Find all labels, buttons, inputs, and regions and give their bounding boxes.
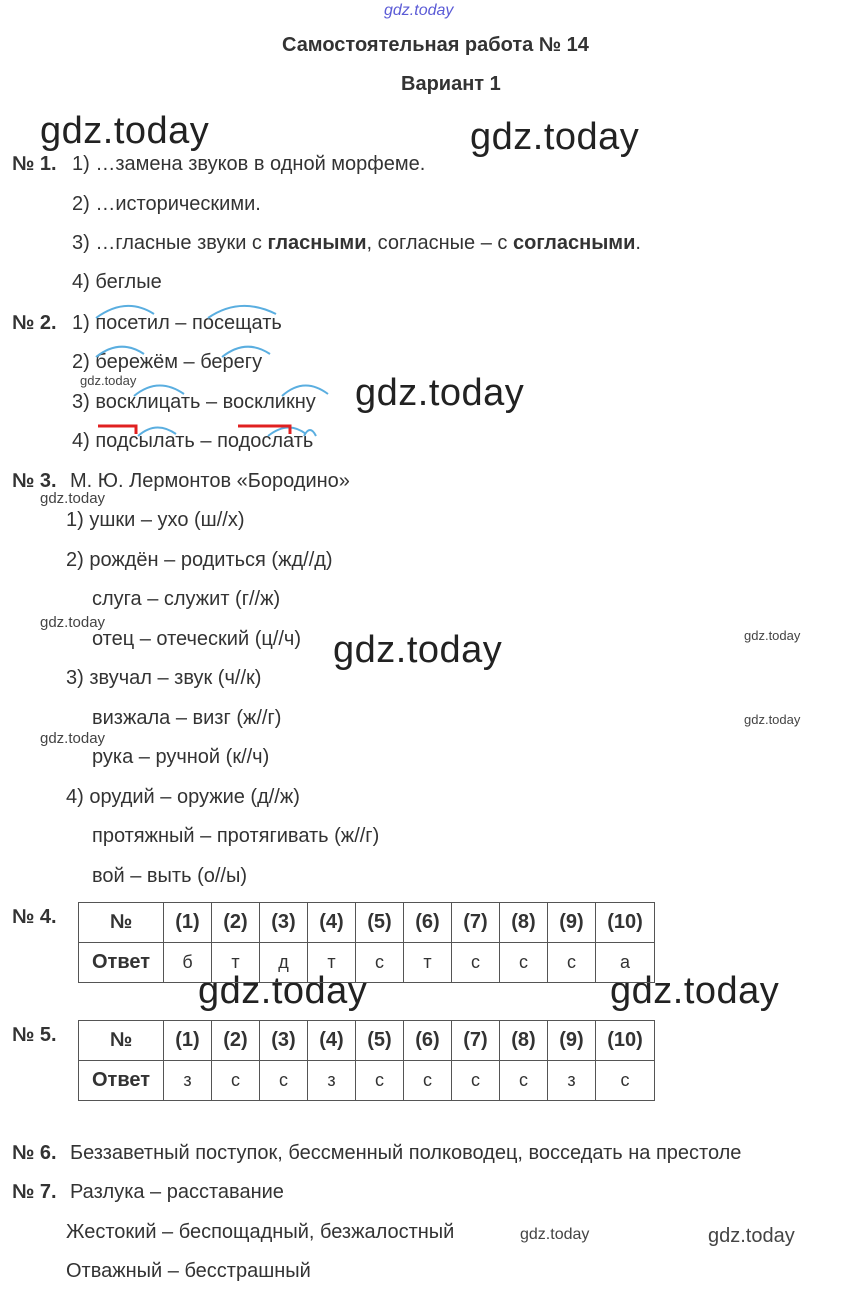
task2-item: 4) подсылать – подослать <box>72 430 314 452</box>
task3-item: 3) звучал – звук (ч//к) <box>66 667 262 689</box>
task2-item: 3) восклицать – воскликну <box>72 391 316 413</box>
table-header-cell: (3) <box>260 1021 308 1061</box>
table-answer-cell: с <box>500 943 548 983</box>
task3-item: 4) орудий – оружие (д//ж) <box>66 786 300 808</box>
task-number: № 5. <box>12 1024 57 1046</box>
watermark: gdz.today <box>744 628 801 643</box>
task3-item: отец – отеческий (ц//ч) <box>92 628 302 650</box>
task7-item: Разлука – расставание <box>70 1181 284 1203</box>
table-answer-cell: с <box>212 1061 260 1101</box>
table-header-cell: (7) <box>452 903 500 943</box>
answer-table-5 <box>78 1020 655 1101</box>
table-answer-label: Ответ <box>79 1061 164 1101</box>
table-answer-cell: с <box>452 1061 500 1101</box>
task2-item: 2) бережём – берегу <box>72 351 263 373</box>
table-header-label: № <box>79 1021 164 1061</box>
watermark: gdz.today <box>610 970 780 1012</box>
task3-item: протяжный – протягивать (ж//г) <box>92 825 380 847</box>
task1-item: 2) …историческими. <box>72 193 261 215</box>
task7-item: Жестокий – беспощадный, безжалостный <box>66 1221 455 1243</box>
table-header-cell: (9) <box>548 1021 596 1061</box>
task-number: № 4. <box>12 906 57 928</box>
task7-item: Отважный – бесстрашный <box>66 1260 311 1282</box>
table-answer-cell: с <box>452 943 500 983</box>
watermark: gdz.today <box>470 116 640 158</box>
task3-head: М. Ю. Лермонтов «Бородино» <box>70 470 350 492</box>
table-header-cell: (1) <box>164 903 212 943</box>
table-answer-cell: а <box>596 943 655 983</box>
variant-title: Вариант 1 <box>401 73 501 95</box>
task-number: № 6. <box>12 1142 57 1164</box>
table-answer-cell: т <box>212 943 260 983</box>
task1-bold-vowels: гласными <box>267 232 367 254</box>
task3-item: 2) рождён – родиться (жд//д) <box>66 549 333 571</box>
watermark: gdz.today <box>708 1225 795 1247</box>
task1-item: 1) …замена звуков в одной морфеме. <box>72 153 426 175</box>
table-answer-cell: б <box>164 943 212 983</box>
table-answer-cell: д <box>260 943 308 983</box>
task3-item: 1) ушки – ухо (ш//х) <box>66 509 245 531</box>
table-answer-cell: с <box>500 1061 548 1101</box>
task2-item: 1) посетил – посещать <box>72 312 282 334</box>
task3-item: вой – выть (о//ы) <box>92 865 247 887</box>
task1-item3-end: . <box>635 232 641 254</box>
watermark: gdz.today <box>40 730 106 747</box>
task3-item: слуга – служит (г//ж) <box>92 588 281 610</box>
task-number: № 3. <box>12 470 57 492</box>
table-answer-cell: с <box>404 1061 452 1101</box>
watermark: gdz.today <box>744 712 801 727</box>
task3-item: рука – ручной (к//ч) <box>92 746 270 768</box>
task1-item-3 <box>72 232 641 255</box>
watermark: gdz.today <box>355 372 525 414</box>
watermark: gdz.today <box>40 490 106 507</box>
table-header-cell: (10) <box>596 903 655 943</box>
table-answer-cell: т <box>404 943 452 983</box>
table-header-cell: (9) <box>548 903 596 943</box>
table-answer-cell: з <box>164 1061 212 1101</box>
task1-item3-start: 3) …гласные звуки с <box>72 232 262 254</box>
table-header-cell: (7) <box>452 1021 500 1061</box>
table-header-cell: (2) <box>212 903 260 943</box>
page-title: Самостоятельная работа № 14 <box>282 34 589 56</box>
table-answer-cell: з <box>308 1061 356 1101</box>
task-number: № 7. <box>12 1181 57 1203</box>
table-header-cell: (8) <box>500 1021 548 1061</box>
table-header-cell: (5) <box>356 1021 404 1061</box>
table-header-cell: (6) <box>404 903 452 943</box>
task1-bold-consonants: согласными <box>512 232 636 254</box>
table-answer-label: Ответ <box>79 943 164 983</box>
task3-item: визжала – визг (ж//г) <box>92 707 282 729</box>
watermark-top: gdz.today <box>384 2 454 19</box>
task-number: № 2. <box>12 312 57 334</box>
task-number: № 1. <box>12 153 57 175</box>
table-header-cell: (2) <box>212 1021 260 1061</box>
task1-item3-mid: , согласные – с <box>366 232 508 254</box>
watermark: gdz.today <box>198 970 368 1012</box>
watermark: gdz.today <box>40 614 106 631</box>
answer-table-4 <box>78 902 655 983</box>
table-answer-cell: с <box>356 943 404 983</box>
table-header-cell: (1) <box>164 1021 212 1061</box>
table-header-cell: (3) <box>260 903 308 943</box>
table-answer-cell: з <box>548 1061 596 1101</box>
table-answer-cell: с <box>260 1061 308 1101</box>
table-header-label: № <box>79 903 164 943</box>
task1-item: 4) беглые <box>72 271 162 293</box>
table-answer-cell: с <box>356 1061 404 1101</box>
watermark: gdz.today <box>80 373 137 388</box>
table-header-cell: (10) <box>596 1021 655 1061</box>
table-answer-cell: т <box>308 943 356 983</box>
watermark: gdz.today <box>520 1226 590 1243</box>
table-header-cell: (6) <box>404 1021 452 1061</box>
watermark: gdz.today <box>40 110 210 152</box>
watermark: gdz.today <box>333 629 503 671</box>
table-header-cell: (4) <box>308 1021 356 1061</box>
task6-text: Беззаветный поступок, бессменный полководец, восседать на престоле <box>70 1142 742 1164</box>
table-answer-cell: с <box>548 943 596 983</box>
table-answer-cell: с <box>596 1061 655 1101</box>
table-header-cell: (4) <box>308 903 356 943</box>
table-header-cell: (5) <box>356 903 404 943</box>
table-header-cell: (8) <box>500 903 548 943</box>
